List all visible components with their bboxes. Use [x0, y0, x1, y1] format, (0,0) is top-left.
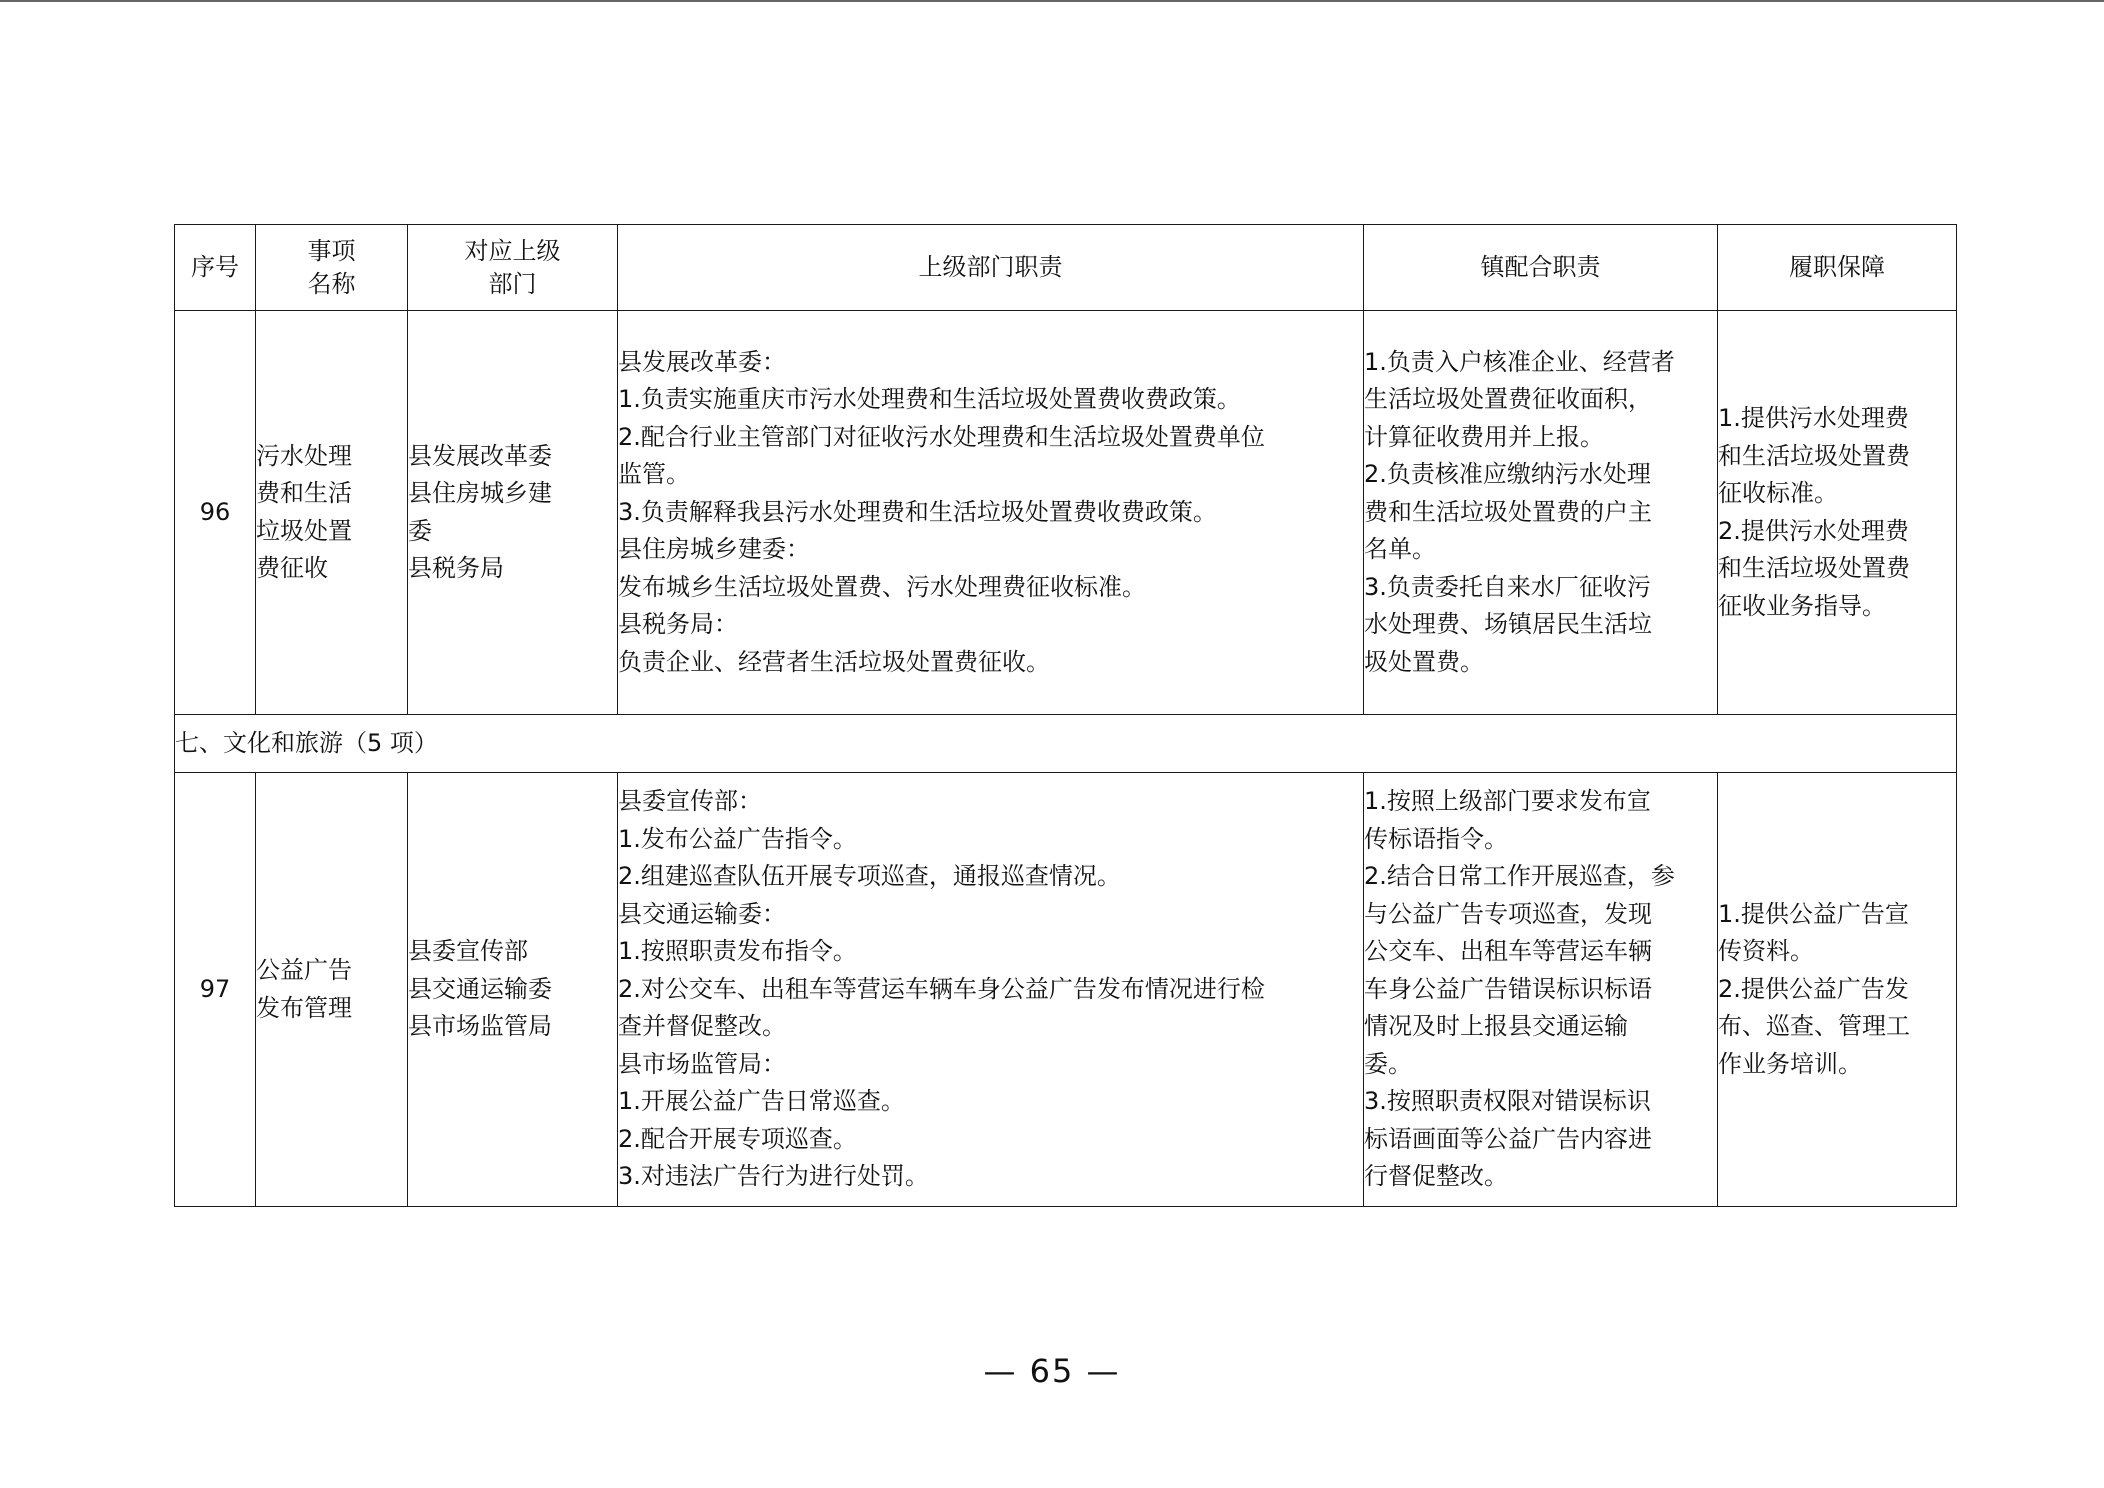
guarantee-line: 2.提供公益广告发 [1718, 974, 1909, 1003]
guarantee-line: 和生活垃圾处置费 [1718, 441, 1910, 470]
row-guarantee [1718, 311, 1957, 715]
upper-duty-line: 负责企业、经营者生活垃圾处置费征收。 [618, 647, 1050, 676]
row-item-name [256, 311, 408, 715]
town-duty-line: 2.结合日常工作开展巡查，参 [1364, 862, 1675, 891]
upper-duty-line: 监管。 [618, 460, 690, 489]
town-duty-line: 1.按照上级部门要求发布宣 [1364, 787, 1651, 816]
dept-line: 县市场监管局 [408, 1012, 552, 1041]
row-upper-dept [408, 773, 618, 1207]
guarantee-line: 1.提供污水处理费 [1718, 404, 1909, 432]
dept-line: 县发展改革委 [408, 441, 552, 470]
item-name-line: 费和生活 [256, 479, 352, 507]
upper-duty-line: 发布城乡生活垃圾处置费、污水处理费征收标准。 [618, 572, 1146, 601]
header-item-name [256, 225, 408, 311]
dept-line: 县住房城乡建 [408, 479, 552, 507]
guarantee-line: 1.提供公益广告宣 [1718, 899, 1909, 928]
section-title: 七、文化和旅游（5 项） [175, 715, 1957, 773]
upper-duty-line: 1.负责实施重庆市污水处理费和生活垃圾处置费收费政策。 [618, 385, 1241, 414]
guarantee-line: 布、巡查、管理工 [1718, 1012, 1910, 1041]
guarantee-line: 征收业务指导。 [1718, 591, 1886, 620]
item-name-line: 垃圾处置 [256, 516, 352, 545]
row-upper-duty [618, 773, 1364, 1207]
guarantee-line: 和生活垃圾处置费 [1718, 554, 1910, 582]
row-item-name [256, 773, 408, 1207]
table-row [175, 773, 1957, 1207]
header-item-name-line: 名称 [307, 269, 356, 298]
header-seq: 序号 [175, 225, 256, 311]
dept-line: 县交通运输委 [408, 974, 552, 1003]
header-upper-duty: 上级部门职责 [618, 225, 1364, 311]
dept-line: 委 [408, 516, 432, 545]
dept-line: 县税务局 [408, 554, 504, 582]
upper-duty-line: 2.组建巡查队伍开展专项巡查，通报巡查情况。 [618, 862, 1121, 891]
guarantee-line: 2.提供污水处理费 [1718, 516, 1909, 545]
town-duty-line: 水处理费、场镇居民生活垃 [1364, 610, 1652, 639]
town-duty-line: 传标语指令。 [1364, 824, 1508, 853]
header-town-duty: 镇配合职责 [1364, 225, 1718, 311]
town-duty-line: 3.按照职责权限对错误标识 [1364, 1087, 1651, 1116]
header-upper-dept [408, 225, 618, 311]
upper-duty-line: 县税务局： [618, 610, 738, 639]
item-name-line: 公益广告 [256, 956, 352, 984]
guarantee-line: 传资料。 [1718, 937, 1814, 966]
guarantee-line: 征收标准。 [1718, 479, 1838, 507]
dept-line: 县委宣传部 [408, 937, 528, 966]
upper-duty-line: 县委宣传部： [618, 787, 762, 816]
town-duty-line: 生活垃圾处置费征收面积， [1364, 385, 1652, 414]
upper-duty-line: 3.对违法广告行为进行处罚。 [618, 1162, 929, 1191]
header-upper-dept-line: 部门 [488, 269, 537, 298]
upper-duty-line: 查并督促整改。 [618, 1012, 786, 1041]
upper-duty-line: 2.配合开展专项巡查。 [618, 1124, 857, 1153]
table-row [175, 311, 1957, 715]
row-upper-dept [408, 311, 618, 715]
header-guarantee: 履职保障 [1718, 225, 1957, 311]
upper-duty-line: 1.发布公益广告指令。 [618, 824, 857, 853]
duty-table [174, 224, 1957, 1207]
row-guarantee [1718, 773, 1957, 1207]
upper-duty-line: 县住房城乡建委： [618, 535, 810, 564]
section-header-row [175, 715, 1957, 773]
table-header-row [175, 225, 1957, 311]
town-duty-line: 费和生活垃圾处置费的户主 [1364, 497, 1652, 526]
town-duty-line: 车身公益广告错误标识标语 [1364, 974, 1652, 1003]
town-duty-line: 1.负责入户核准企业、经营者 [1364, 347, 1675, 376]
town-duty-line: 公交车、出租车等营运车辆 [1364, 937, 1652, 966]
upper-duty-line: 1.按照职责发布指令。 [618, 937, 857, 966]
upper-duty-line: 县交通运输委： [618, 899, 786, 928]
row-upper-duty [618, 311, 1364, 715]
upper-duty-line: 2.对公交车、出租车等营运车辆车身公益广告发布情况进行检 [618, 974, 1265, 1003]
item-name-line: 费征收 [256, 554, 328, 582]
row-town-duty [1364, 773, 1718, 1207]
page-number: — 65 — [983, 1352, 1121, 1390]
town-duty-line: 计算征收费用并上报。 [1364, 422, 1604, 451]
town-duty-line: 行督促整改。 [1364, 1162, 1508, 1191]
row-town-duty [1364, 311, 1718, 715]
item-name-line: 污水处理 [256, 441, 352, 470]
town-duty-line: 圾处置费。 [1364, 647, 1484, 676]
row-seq: 96 [175, 311, 256, 715]
upper-duty-line: 3.负责解释我县污水处理费和生活垃圾处置费收费政策。 [618, 497, 1217, 526]
guarantee-line: 作业务培训。 [1718, 1049, 1862, 1078]
town-duty-line: 情况及时上报县交通运输 [1364, 1012, 1628, 1041]
town-duty-line: 与公益广告专项巡查，发现 [1364, 899, 1652, 928]
town-duty-line: 委。 [1364, 1049, 1412, 1078]
town-duty-line: 3.负责委托自来水厂征收污 [1364, 572, 1651, 601]
top-border-line [0, 0, 2104, 2]
upper-duty-line: 县发展改革委： [618, 347, 786, 376]
upper-duty-line: 2.配合行业主管部门对征收污水处理费和生活垃圾处置费单位 [618, 422, 1265, 451]
town-duty-line: 标语画面等公益广告内容进 [1364, 1124, 1652, 1153]
item-name-line: 发布管理 [256, 993, 352, 1022]
town-duty-line: 名单。 [1364, 535, 1436, 564]
upper-duty-line: 县市场监管局： [618, 1049, 786, 1078]
header-item-name-line: 事项 [307, 236, 356, 265]
town-duty-line: 2.负责核准应缴纳污水处理 [1364, 460, 1651, 489]
upper-duty-line: 1.开展公益广告日常巡查。 [618, 1087, 905, 1116]
header-upper-dept-line: 对应上级 [464, 236, 561, 265]
row-seq: 97 [175, 773, 256, 1207]
